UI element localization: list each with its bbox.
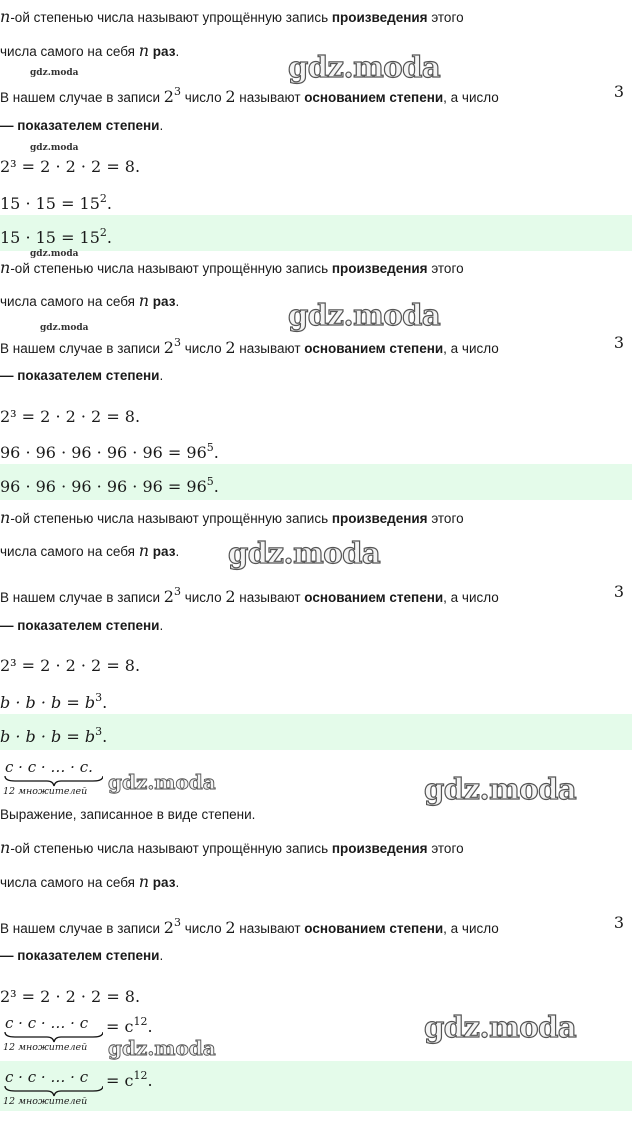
- underbrace-expression: c · c · … · c. 12 множителей: [3, 758, 103, 800]
- example-formula: 2³ = 2 · 2 · 2 = 8.: [0, 407, 141, 426]
- underbrace-expression: c · c · … · c 12 множителей: [3, 1014, 103, 1056]
- def-line-2: числа самого на себя n раз.: [0, 872, 180, 891]
- def-line-2: числа самого на себя n раз.: [0, 541, 180, 560]
- power-result: = $c^{12}$.: [106, 1015, 153, 1036]
- example-line: В нашем случае в записи $2^3$ число 2 называют основанием степени, а число 3: [0, 82, 624, 106]
- answer-line: $15 \cdot 15 = 15^2$.: [0, 226, 113, 247]
- watermark-medium: gdz.moda: [108, 1036, 216, 1060]
- watermark-large: gdz.moda: [424, 1010, 577, 1044]
- watermark-large: gdz.moda: [424, 772, 577, 806]
- watermark-small: gdz.moda: [30, 68, 79, 78]
- watermark-small: gdz.moda: [30, 143, 79, 153]
- watermark-large: gdz.moda: [288, 50, 441, 84]
- def-line-2: числа самого на себя n раз.: [0, 41, 180, 60]
- def-line-1: n-ой степенью числа называют упрощённую запись произведения этого: [0, 838, 464, 857]
- def-line-1: n-ой степенью числа называют упрощённую запись произведения этого: [0, 7, 464, 26]
- work-line: $15 \cdot 15 = 15^2$.: [0, 192, 113, 213]
- watermark-small: gdz.moda: [40, 323, 89, 333]
- exponent-line: — показателем степени.: [0, 118, 164, 133]
- watermark-large: gdz.moda: [228, 536, 381, 570]
- def-line-1: n-ой степенью числа называют упрощённую запись произведения этого: [0, 258, 464, 277]
- underbrace-answer: c · c · … · c 12 множителей: [3, 1068, 103, 1110]
- caption: Выражение, записанное в виде степени.: [0, 807, 256, 822]
- work-line: $96 \cdot 96 \cdot 96 \cdot 96 \cdot 96 = 96^5$.: [0, 441, 219, 462]
- def-line-2: числа самого на себя n раз.: [0, 291, 180, 310]
- example-line: В нашем случае в записи $2^3$ число 2 называют основанием степени, а число 3: [0, 582, 624, 606]
- watermark-medium: gdz.moda: [108, 770, 216, 794]
- answer-line: $b \cdot b \cdot b = b^3$.: [0, 725, 108, 746]
- watermark-small: gdz.moda: [30, 249, 79, 259]
- example-line: В нашем случае в записи $2^3$ число 2 называют основанием степени, а число 3: [0, 333, 624, 357]
- example-formula: 2³ = 2 · 2 · 2 = 8.: [0, 987, 141, 1006]
- power-answer: = $c^{12}$.: [106, 1069, 153, 1090]
- example-formula: 2³ = 2 · 2 · 2 = 8.: [0, 157, 141, 176]
- example-formula: 2³ = 2 · 2 · 2 = 8.: [0, 656, 141, 675]
- watermark-large: gdz.moda: [288, 298, 441, 332]
- example-line: В нашем случае в записи $2^3$ число 2 называют основанием степени, а число 3: [0, 913, 624, 937]
- exponent-line: — показателем степени.: [0, 948, 164, 963]
- exponent-line: — показателем степени.: [0, 368, 164, 383]
- def-line-1: n-ой степенью числа называют упрощённую запись произведения этого: [0, 508, 464, 527]
- exponent-line: — показателем степени.: [0, 618, 164, 633]
- work-line: $b \cdot b \cdot b = b^3$.: [0, 691, 108, 712]
- answer-line: $96 \cdot 96 \cdot 96 \cdot 96 \cdot 96 = 96^5$.: [0, 475, 219, 496]
